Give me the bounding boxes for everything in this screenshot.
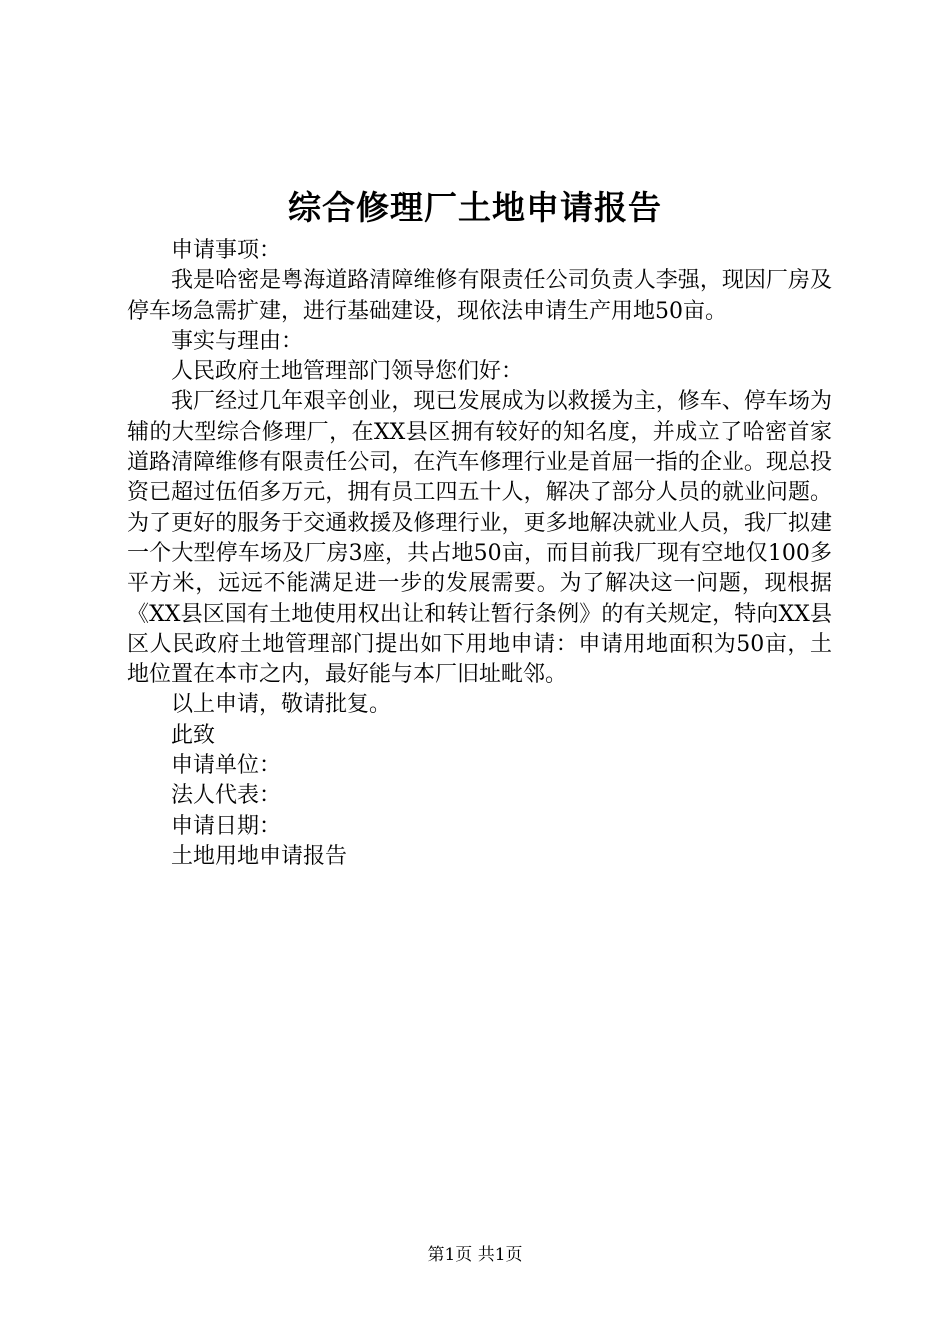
paragraph-main-reason: 我厂经过几年艰辛创业，现已发展成为以救援为主，修车、停车场为辅的大型综合修理厂，在XX县区拥有较好的知名度，并成立了哈密首家道路清障维修有限责任公司，在汽车修理行业是首屈一指的企业。现总投资已超过伍佰多万元，拥有员工四五十人，解决了部分人员的就业问题。为了更好的服务于交通救援及修理行业，更多地解决就业人员，我厂拟建一个大型停车场及厂房3座，共占地50亩，而目前我厂现有空地仅100多平方米，远远不能满足进一步的发展需要。为了解决这一问题，现根据《XX县区国有土地使用权出让和转让暂行条例》的有关规定，特向XX县区人民政府土地管理部门提出如下用地申请：申请用地面积为50亩，土地位置在本市之内，最好能与本厂旧址毗邻。 — [127, 389, 832, 688]
paragraph-applicant-unit: 申请单位： — [171, 753, 282, 779]
paragraph-regards: 此致 — [171, 722, 216, 748]
document-body — [127, 236, 832, 872]
paragraph-legal-representative: 法人代表： — [171, 783, 282, 809]
paragraph-application-items: 申请事项： — [171, 238, 282, 263]
paragraph-facts-heading: 事实与理由： — [171, 328, 304, 354]
paragraph-closing-request: 以上申请，敬请批复。 — [171, 692, 392, 718]
page-footer: 第1页 共1页 — [427, 1245, 523, 1265]
paragraph-salutation: 人民政府土地管理部门领导您们好： — [171, 359, 524, 385]
paragraph-trailing-title: 土地用地申请报告 — [171, 843, 348, 869]
paragraph-application-date: 申请日期： — [171, 813, 282, 839]
paragraph-applicant-statement: 我是哈密是粤海道路清障维修有限责任公司负责人李强，现因厂房及停车场急需扩建，进行基础建设，现依法申请生产用地50亩。 — [127, 268, 832, 324]
document-title: 综合修理厂土地申请报告 — [288, 188, 662, 227]
